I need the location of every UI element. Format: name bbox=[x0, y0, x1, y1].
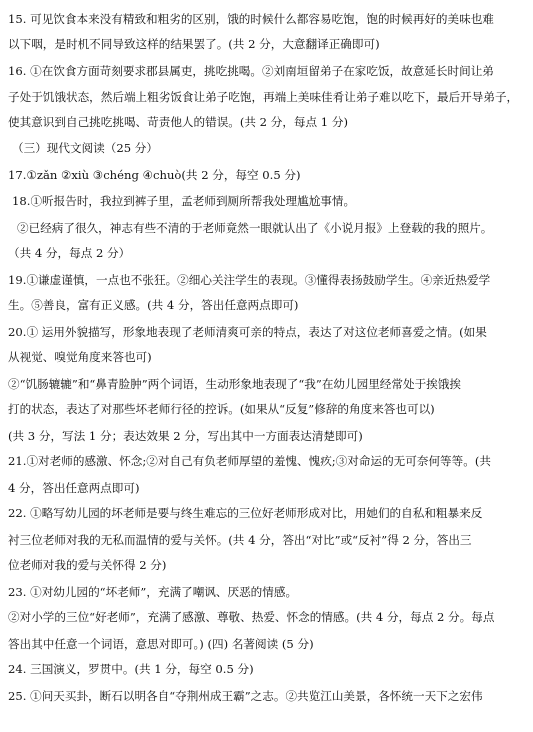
text-line: 25. ①问天买卦，断石以明各自“夺荆州成王霸”之志。②共览江山美景，各怀统一天下之宏伟 bbox=[8, 689, 483, 703]
text-line: 子处于饥饿状态，然后端上粗劣饭食让弟子吃饱，再端上美味佳肴让弟子难以吃下，最后开导弟子， bbox=[8, 90, 519, 104]
text-line: 17.①zǎn ②xiù ③chéng ④chuò(共 2 分，每空 0.5 分) bbox=[8, 168, 301, 182]
text-line: 以下咽，是时机不同导致这样的结果罢了。(共 2 分，大意翻译正确即可) bbox=[8, 37, 380, 51]
text-line: ②对小学的三位“好老师”，充满了感激、尊敬、热爱、怀念的情感。(共 4 分，每点 2 分。每点 bbox=[8, 610, 495, 624]
text-line: 24. 三国演义，罗贯中。(共 1 分，每空 0.5 分) bbox=[8, 662, 254, 676]
text-line: 使其意识到自己挑吃挑喝、苛责他人的错误。(共 2 分，每点 1 分) bbox=[8, 115, 348, 129]
text-line: 15. 可见饮食本来没有精致和粗劣的区别，饿的时候什么都容易吃饱，饱的时候再好的美味也难 bbox=[8, 12, 494, 26]
text-line: 19.①谦虚谨慎，一点也不张狂。②细心关注学生的表现。③懂得表扬鼓励学生。④亲近热爱学 bbox=[8, 273, 491, 287]
text-line: 22. ①略写幼儿园的坏老师是要与终生难忘的三位好老师形成对比，用她们的自私和粗暴来反 bbox=[8, 506, 483, 520]
text-line: ②“饥肠辘辘”和“鼻青脸肿”两个词语，生动形象地表现了“我”在幼儿园里经常处于挨饿挨 bbox=[8, 377, 461, 391]
text-line: 16. ①在饮食方面苛刻要求郡县属吏，挑吃挑喝。②刘南垣留弟子在家吃饭，故意延长时间让弟 bbox=[8, 64, 494, 78]
text-line: 衬三位老师对我的无私而温情的爱与关怀。(共 4 分，答出“对比”或“反衬”得 2 分，答出三 bbox=[8, 533, 472, 547]
text-line: ②已经病了很久，神志有些不清的于老师竟然一眼就认出了《小说月报》上登载的我的照片。 bbox=[17, 221, 493, 235]
text-line: 18.①听报告时，我拉到裤子里，孟老师到厕所帮我处理尴尬事情。 bbox=[12, 194, 356, 208]
text-line: （共 4 分，每点 2 分） bbox=[8, 246, 131, 260]
section-heading: （三）现代文阅读（25 分） bbox=[12, 141, 158, 155]
text-line: (共 3 分，写法 1 分；表达效果 2 分，写出其中一方面表达清楚即可) bbox=[8, 429, 363, 443]
text-line: 生。⑤善良，富有正义感。(共 4 分，答出任意两点即可) bbox=[8, 298, 299, 312]
text-line: 4 分，答出任意两点即可) bbox=[8, 481, 140, 495]
text-line: 从视觉、嗅觉角度来答也可) bbox=[8, 350, 152, 364]
text-line: 位老师对我的爱与关怀得 2 分) bbox=[8, 558, 167, 572]
text-line: 23. ①对幼儿园的“坏老师”，充满了嘲讽、厌恶的情感。 bbox=[8, 585, 298, 599]
text-line: 21.①对老师的感激、怀念;②对自己有负老师厚望的羞愧、愧疚;③对命运的无可奈何等等。(共 bbox=[8, 454, 491, 468]
text-line: 20.① 运用外貌描写，形象地表现了老师清爽可亲的特点，表达了对这位老师喜爱之情。(如果 bbox=[8, 325, 487, 339]
text-line: 打的状态，表达了对那些坏老师行径的控诉。(如果从“反复”修辞的角度来答也可以) bbox=[8, 402, 435, 416]
text-line: 答出其中任意一个词语，意思对即可。) (四) 名著阅读 (5 分) bbox=[8, 637, 314, 651]
